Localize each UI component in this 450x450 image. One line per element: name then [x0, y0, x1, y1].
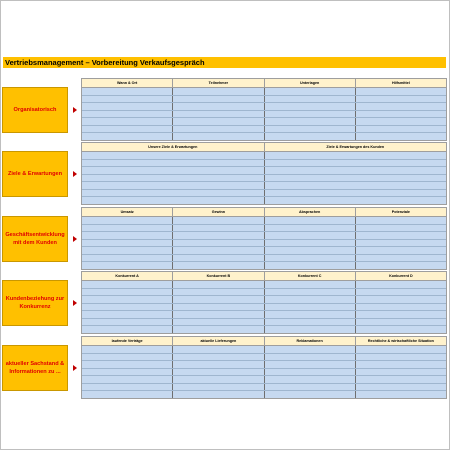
input-cell[interactable]: [265, 384, 356, 391]
input-cell[interactable]: [82, 304, 173, 311]
page-title: Vertriebsmanagement – Vorbereitung Verkaufsgespräch: [3, 57, 446, 68]
input-cell[interactable]: [265, 197, 447, 204]
input-cell[interactable]: [265, 319, 356, 326]
input-cell[interactable]: [82, 311, 173, 318]
input-cell[interactable]: [82, 190, 265, 197]
input-cell[interactable]: [265, 376, 356, 383]
table-row: [82, 346, 446, 354]
input-cell[interactable]: [82, 361, 173, 368]
table-row: [82, 152, 446, 160]
input-cell[interactable]: [265, 133, 356, 140]
input-cell[interactable]: [265, 289, 356, 296]
table-row: [82, 391, 446, 398]
input-cell[interactable]: [356, 289, 446, 296]
input-cell[interactable]: [82, 255, 173, 262]
column-header: Umsatz: [82, 208, 173, 216]
input-cell[interactable]: [356, 361, 446, 368]
input-cell[interactable]: [356, 111, 446, 118]
input-cell[interactable]: [82, 262, 173, 269]
input-cell[interactable]: [356, 376, 446, 383]
input-cell[interactable]: [173, 346, 264, 353]
table-row: [82, 304, 446, 312]
column-header: Potenziale: [391, 210, 410, 214]
input-cell[interactable]: [356, 225, 446, 232]
input-cell[interactable]: [265, 361, 356, 368]
input-cell[interactable]: [265, 96, 356, 103]
input-cell[interactable]: [82, 391, 173, 398]
input-cell[interactable]: [356, 217, 446, 224]
input-cell[interactable]: [173, 289, 264, 296]
section-label: aktueller Sachstand & Informationen zu ...: [2, 345, 68, 391]
input-cell[interactable]: [82, 369, 173, 376]
column-header: Konkurrent C: [265, 272, 356, 280]
column-header: laufende Verträge: [82, 337, 173, 345]
input-cell[interactable]: [356, 384, 446, 391]
input-cell[interactable]: [356, 296, 446, 303]
input-cell[interactable]: [173, 217, 264, 224]
input-cell[interactable]: [82, 182, 265, 189]
input-cell[interactable]: [82, 88, 173, 95]
arrow-right-icon: [73, 171, 77, 177]
input-cell[interactable]: [265, 111, 356, 118]
input-cell[interactable]: [173, 326, 264, 333]
input-cell[interactable]: [173, 369, 264, 376]
table-row: [82, 361, 446, 369]
input-cell[interactable]: [356, 369, 446, 376]
input-cell[interactable]: [265, 160, 447, 167]
input-cell[interactable]: [356, 354, 446, 361]
table-row: [82, 255, 446, 263]
column-header: Reklamationen: [265, 337, 356, 345]
input-cell[interactable]: [173, 240, 264, 247]
input-cell[interactable]: [265, 190, 447, 197]
input-cell[interactable]: [265, 103, 356, 110]
column-header: Unsere Ziele & Erwartungen: [82, 143, 265, 151]
input-cell[interactable]: [356, 96, 446, 103]
table-row: [82, 197, 446, 204]
input-cell[interactable]: [82, 319, 173, 326]
table-row: [82, 311, 446, 319]
input-cell[interactable]: [356, 311, 446, 318]
input-cell[interactable]: [173, 225, 264, 232]
input-cell[interactable]: [82, 126, 173, 133]
input-cell[interactable]: [173, 262, 264, 269]
column-header: Rechtliche & wirtschaftliche Situation: [367, 339, 434, 343]
input-cell[interactable]: [265, 281, 356, 288]
input-cell[interactable]: [82, 326, 173, 333]
input-cell[interactable]: [173, 247, 264, 254]
input-cell[interactable]: [82, 289, 173, 296]
table-row: [82, 369, 446, 377]
input-cell[interactable]: [265, 255, 356, 262]
section-label: Kundenbeziehung zur Konkurrenz: [2, 280, 68, 326]
input-cell[interactable]: [265, 88, 356, 95]
input-cell[interactable]: [265, 262, 356, 269]
input-cell[interactable]: [265, 346, 356, 353]
input-cell[interactable]: [82, 247, 173, 254]
input-cell[interactable]: [82, 232, 173, 239]
arrow-right-icon: [73, 236, 77, 242]
input-cell[interactable]: [173, 281, 264, 288]
input-cell[interactable]: [82, 296, 173, 303]
input-cell[interactable]: [173, 384, 264, 391]
table-row: [82, 217, 446, 225]
table-row: [82, 96, 446, 104]
input-cell[interactable]: [265, 354, 356, 361]
column-header: Absprachen: [265, 208, 356, 216]
table-row: [82, 232, 446, 240]
input-cell[interactable]: [356, 240, 446, 247]
input-cell[interactable]: [265, 126, 356, 133]
input-cell[interactable]: [173, 304, 264, 311]
table-row: [82, 160, 446, 168]
input-cell[interactable]: [265, 369, 356, 376]
input-cell[interactable]: [356, 126, 446, 133]
input-cell[interactable]: [265, 247, 356, 254]
input-cell[interactable]: [265, 118, 356, 125]
input-cell[interactable]: [82, 240, 173, 247]
table-row: [82, 262, 446, 269]
input-cell[interactable]: [173, 96, 264, 103]
input-cell[interactable]: [173, 391, 264, 398]
column-header: Konkurrent D: [389, 274, 413, 278]
arrow-right-icon: [73, 365, 77, 371]
input-cell[interactable]: [82, 175, 265, 182]
input-cell[interactable]: [173, 361, 264, 368]
input-cell[interactable]: [356, 88, 446, 95]
input-cell[interactable]: [82, 133, 173, 140]
column-header: Konkurrent B: [173, 272, 264, 280]
table-row: [82, 354, 446, 362]
table-row: [82, 103, 446, 111]
table-row: [82, 118, 446, 126]
input-cell[interactable]: [173, 311, 264, 318]
input-cell[interactable]: [265, 217, 356, 224]
table-row: [82, 190, 446, 198]
input-cell[interactable]: [82, 376, 173, 383]
input-cell[interactable]: [82, 217, 173, 224]
table-header: [82, 272, 446, 281]
input-cell[interactable]: [356, 304, 446, 311]
input-cell[interactable]: [265, 311, 356, 318]
table-row: [82, 296, 446, 304]
input-cell[interactable]: [173, 255, 264, 262]
input-cell[interactable]: [82, 281, 173, 288]
section-label: Organisatorisch: [2, 87, 68, 133]
input-cell[interactable]: [356, 118, 446, 125]
table-row: [82, 175, 446, 183]
table-row: [82, 326, 446, 333]
input-cell[interactable]: [82, 384, 173, 391]
table-row: [82, 319, 446, 327]
input-cell[interactable]: [356, 133, 446, 140]
input-cell[interactable]: [82, 111, 173, 118]
column-header: Unterlagen: [265, 79, 356, 87]
table-row: [82, 88, 446, 96]
input-cell[interactable]: [356, 255, 446, 262]
input-cell[interactable]: [265, 391, 356, 398]
arrow-right-icon: [73, 107, 77, 113]
table-row: [82, 182, 446, 190]
table-row: [82, 240, 446, 248]
input-cell[interactable]: [173, 126, 264, 133]
section-table: [81, 271, 447, 334]
table-row: [82, 247, 446, 255]
table-row: [82, 225, 446, 233]
section-label: Ziele & Erwartungen: [2, 151, 68, 197]
input-cell[interactable]: [356, 346, 446, 353]
table-row: [82, 133, 446, 140]
input-cell[interactable]: [265, 304, 356, 311]
table-header: [82, 337, 446, 346]
input-cell[interactable]: [265, 296, 356, 303]
section-label: Geschäftsentwicklung mit dem Kunden: [2, 216, 68, 262]
input-cell[interactable]: [82, 225, 173, 232]
input-cell[interactable]: [265, 240, 356, 247]
input-cell[interactable]: [265, 225, 356, 232]
input-cell[interactable]: [82, 103, 173, 110]
input-cell[interactable]: [82, 346, 173, 353]
input-cell[interactable]: [173, 118, 264, 125]
section-table: [81, 207, 447, 270]
input-cell[interactable]: [173, 111, 264, 118]
input-cell[interactable]: [173, 103, 264, 110]
input-cell[interactable]: [265, 232, 356, 239]
input-cell[interactable]: [173, 133, 264, 140]
table-row: [82, 376, 446, 384]
input-cell[interactable]: [356, 391, 446, 398]
input-cell[interactable]: [265, 182, 447, 189]
input-cell[interactable]: [173, 296, 264, 303]
input-cell[interactable]: [82, 354, 173, 361]
input-cell[interactable]: [82, 167, 265, 174]
column-header: Wann & Ort: [82, 79, 173, 87]
input-cell[interactable]: [173, 232, 264, 239]
column-header: Ziele & Erwartungen des Kunden: [326, 145, 385, 149]
table-row: [82, 167, 446, 175]
input-cell[interactable]: [173, 376, 264, 383]
column-header: Gewinn: [173, 208, 264, 216]
input-cell[interactable]: [265, 175, 447, 182]
section-table: [81, 142, 447, 205]
section-table: [81, 336, 447, 399]
table-header: [82, 208, 446, 217]
table-row: [82, 111, 446, 119]
input-cell[interactable]: [356, 326, 446, 333]
input-cell[interactable]: [356, 262, 446, 269]
input-cell[interactable]: [265, 152, 447, 159]
column-header: Teilnehmer: [173, 79, 264, 87]
input-cell[interactable]: [173, 319, 264, 326]
input-cell[interactable]: [82, 118, 173, 125]
table-header: [82, 143, 446, 152]
table-row: [82, 281, 446, 289]
input-cell[interactable]: [356, 281, 446, 288]
input-cell[interactable]: [356, 247, 446, 254]
input-cell[interactable]: [82, 152, 265, 159]
arrow-right-icon: [73, 300, 77, 306]
input-cell[interactable]: [173, 354, 264, 361]
input-cell[interactable]: [265, 167, 447, 174]
section-table: [81, 78, 447, 141]
input-cell[interactable]: [265, 326, 356, 333]
table-row: [82, 289, 446, 297]
input-cell[interactable]: [356, 319, 446, 326]
input-cell[interactable]: [356, 103, 446, 110]
column-header: Hilfsmittel: [391, 81, 410, 85]
column-header: aktuelle Lieferungen: [173, 337, 264, 345]
table-row: [82, 384, 446, 392]
input-cell[interactable]: [173, 88, 264, 95]
input-cell[interactable]: [356, 232, 446, 239]
table-header: [82, 79, 446, 88]
table-row: [82, 126, 446, 134]
column-header: Konkurrent A: [82, 272, 173, 280]
input-cell[interactable]: [82, 197, 265, 204]
input-cell[interactable]: [82, 96, 173, 103]
input-cell[interactable]: [82, 160, 265, 167]
